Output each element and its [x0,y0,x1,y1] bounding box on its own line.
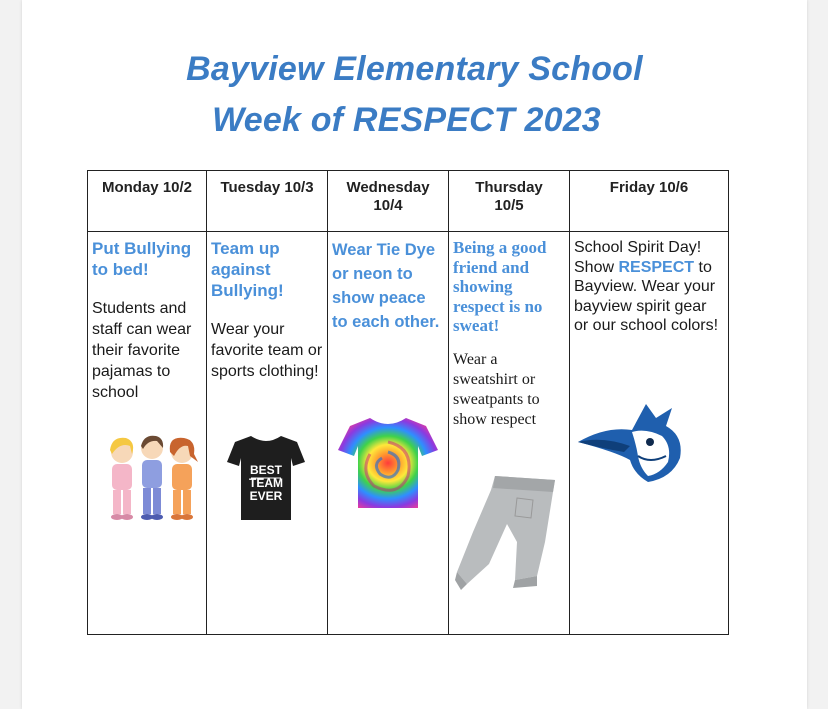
kids-in-pajamas-icon [102,432,202,524]
cell-tuesday [207,232,328,635]
cell-friday [570,232,729,635]
cell-thursday [449,232,570,635]
monday-theme: Put Bullying to bed! [92,239,192,279]
header-thursday [449,171,570,232]
kid-left [110,438,133,520]
friday-respect-highlight: RESPECT [618,258,695,276]
friday-text-before: School Spirit Day! Show [574,239,702,276]
kid-middle [141,436,163,520]
blue-jay-mascot-icon [576,402,684,484]
header-wednesday-date: 10/4 [373,197,403,214]
thursday-description: Wear a sweatshirt or sweatpants to show respect [453,350,540,428]
friday-text-after: to Bayview. Wear your bayview spirit gear or our school colors! [574,258,719,334]
header-wednesday-day: Wednesday [346,179,430,196]
cell-monday [88,232,207,635]
shirt-text-team: TEAM [249,476,283,490]
friday-description [574,238,725,336]
header-friday: Friday 10/6 [570,171,729,232]
tuesday-description: Wear your favorite team or sports clothing! [211,321,323,380]
header-monday: Monday 10/2 [88,171,207,232]
school-name-title: Bayview Elementary School [186,50,643,88]
monday-description: Students and staff can wear their favorite pajamas to school [92,300,192,401]
best-team-ever-shirt-icon [225,432,307,524]
wednesday-theme: Wear Tie Dye or neon to show peace to each other. [332,241,440,331]
weekly-schedule-table [87,170,729,635]
sweatpants-icon [455,472,563,590]
week-title: Week of RESPECT 2023 [212,101,601,139]
thursday-theme: Being a good friend and showing respect is no sweat! [453,238,547,335]
activity-row [88,232,729,635]
shirt-text-ever: EVER [249,489,283,503]
cell-wednesday [328,232,449,635]
tie-dye-shirt-icon [336,412,440,512]
header-thursday-day: Thursday [475,179,543,196]
day-header-row [88,171,729,232]
tuesday-theme: Team up against Bullying! [211,239,284,300]
header-thursday-date: 10/5 [494,197,524,214]
shirt-text-best: BEST [249,463,283,477]
header-tuesday: Tuesday 10/3 [207,171,328,232]
header-wednesday [328,171,449,232]
kid-right [170,438,198,520]
